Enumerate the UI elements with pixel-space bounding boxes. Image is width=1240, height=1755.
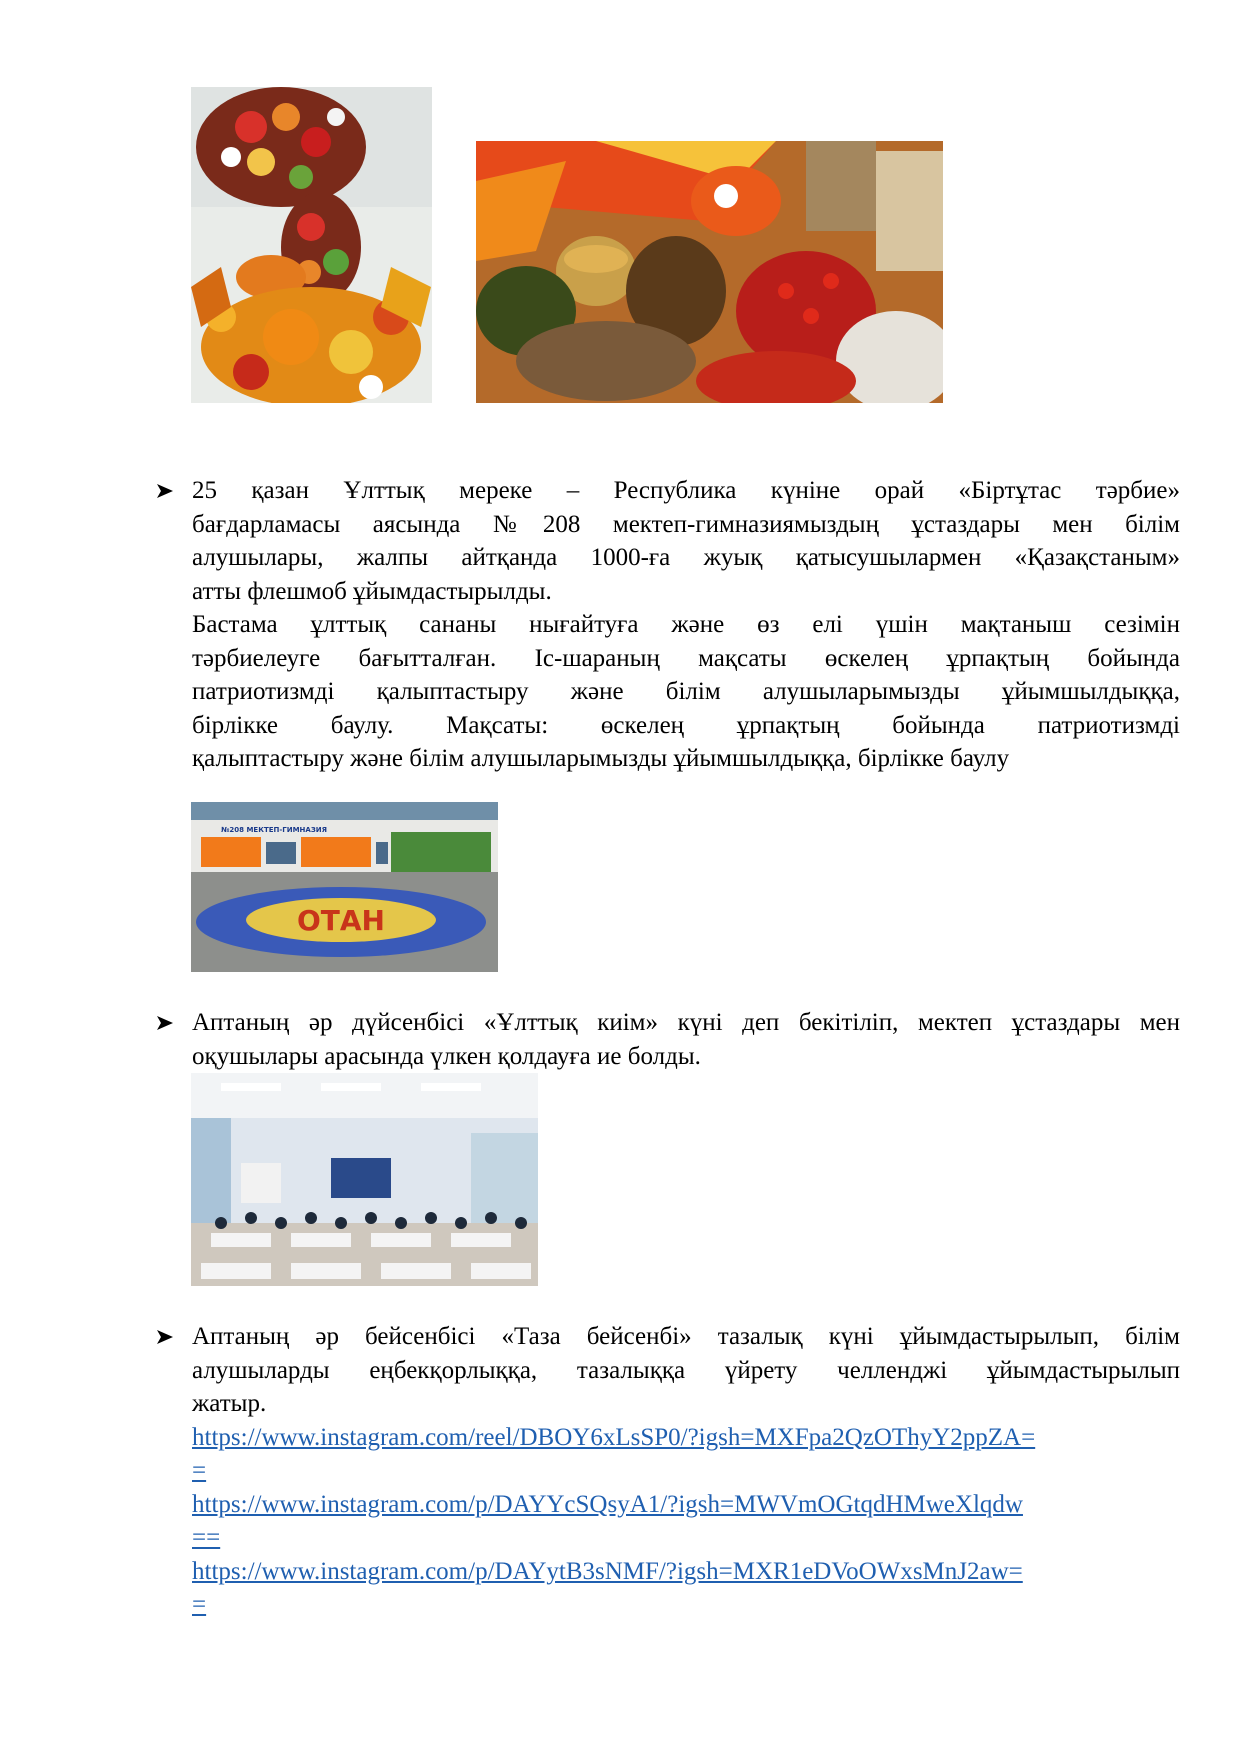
autumn-squirrel-craft-photo [476,141,943,403]
bullet-clean-thursday [155,1320,1180,1622]
bullet-flashmob [155,474,1180,776]
arrow-bullet-icon [155,1320,177,1353]
otan-label: ОТАН [296,904,386,937]
bullet-national-costume [155,1006,1180,1073]
instagram-link-2-continued[interactable]: == [192,1524,221,1551]
text-line: тәрбиелеуге бағытталған. Іс-шараның мақсаты өскелең ұрпақтың бойында [192,644,1180,672]
classroom-icon [191,1073,538,1286]
classroom-national-costume-photo [191,1073,538,1286]
flashmob-otan-icon [191,802,498,972]
instagram-link-2[interactable]: https://www.instagram.com/p/DAYYcSQsyA1/?igsh=MWVmOGtqdHMweXlqdw [192,1490,1023,1518]
text-line: оқушылары арасында үлкен қолдауға ие болды. [192,1042,701,1070]
text-line: жатыр. [192,1390,267,1417]
text-line: қалыптастыру және білім алушыларымызды ұйымшылдыққа, бірлікке баулу [192,745,1010,772]
instagram-link-1-continued[interactable]: = [192,1457,207,1484]
text-line: атты флешмоб ұйымдастырылды. [192,577,552,605]
autumn-fruit-number-photo [191,87,432,403]
text-line: Аптаның әр дүйсенбісі «Ұлттық киім» күні деп бекітіліп, мектеп ұстаздары мен [192,1009,1180,1036]
text-line: алушылары, жалпы айтқанда 1000-ға жуық қатысушылармен «Қазақстаным» [192,544,1180,571]
arrow-bullet-icon [155,474,177,507]
bullet-flashmob-text [192,474,1180,776]
text-line: патриотизмді қалыптастыру және білім алушыларымызды ұйымшылдыққа, [192,678,1180,705]
text-line: алушыларды еңбекқорлыққа, тазалыққа үйрету челленджі ұйымдастырылып [192,1356,1180,1384]
instagram-link-3[interactable]: https://www.instagram.com/p/DAYytB3sNMF/?igsh=MXR1eDVoOWxsMnJ2aw= [192,1557,1023,1585]
text-line: бірлікке баулу. Мақсаты: өскелең ұрпақтың бойында патриотизмді [192,711,1180,739]
instagram-link-1[interactable]: https://www.instagram.com/reel/DBOY6xLsSP0/?igsh=MXFpa2QzOThyY2ppZA= [192,1423,1036,1451]
autumn-squirrel-craft-icon [476,141,943,403]
building-sign: №208 МЕКТЕП-ГИМНАЗИЯ [221,826,328,834]
text-line: бағдарламасы аясында №208 мектеп-гимназиямыздың ұстаздары мен білім [192,510,1180,538]
text-line: Бастама ұлттық сананы нығайтуға және өз елі үшін мақтаныш сезімін [192,611,1180,638]
arrow-bullet-icon [155,1006,177,1039]
text-line: 25 қазан Ұлттық мереке – Республика күніне орай «Біртұтас тәрбие» [192,477,1180,504]
autumn-fruit-arrangement-icon [191,87,432,403]
bullet-clean-thursday-text [192,1320,1180,1622]
flashmob-otan-photo [191,802,498,972]
instagram-link-3-continued[interactable]: = [192,1591,207,1618]
bullet-national-costume-text [192,1006,1180,1073]
text-line: Аптаның әр бейсенбісі «Таза бейсенбі» тазалық күні ұйымдастырылып, білім [192,1323,1180,1350]
